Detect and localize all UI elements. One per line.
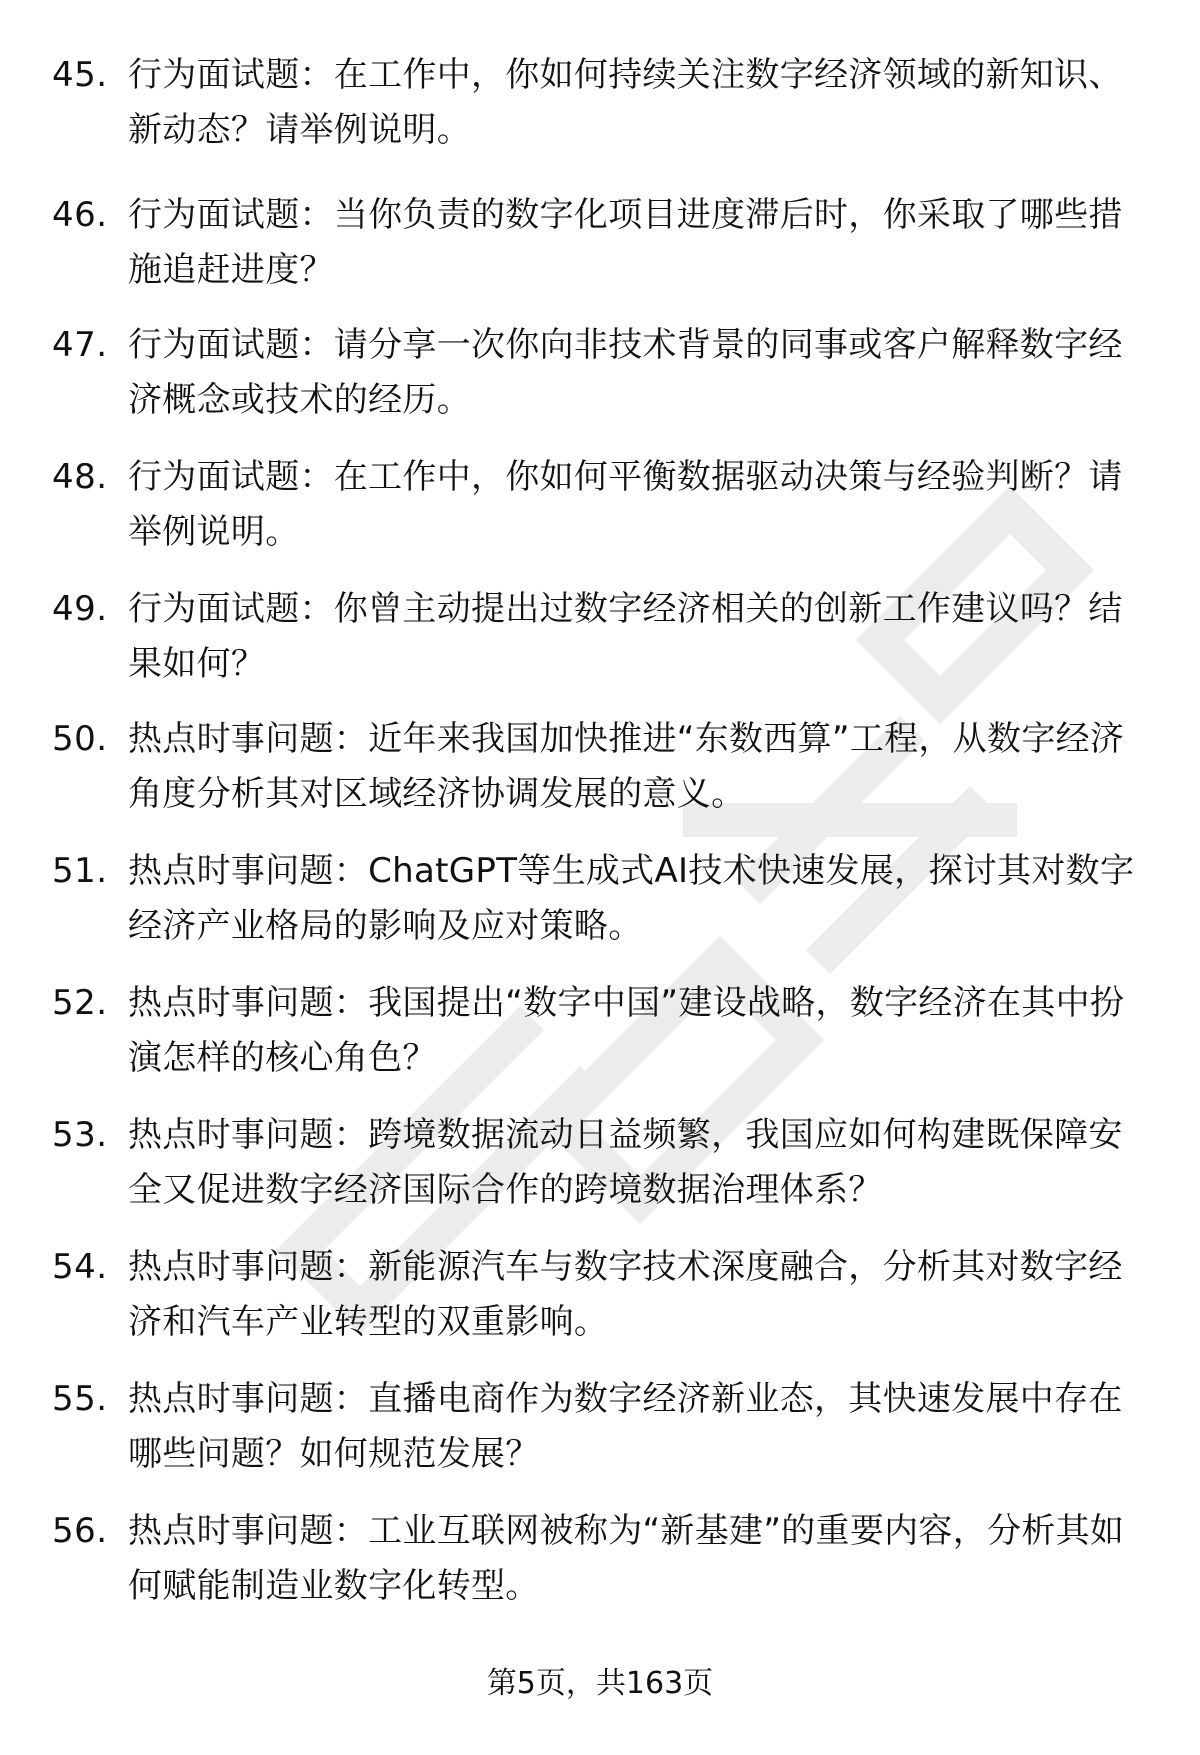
question-text: 行为面试题：请分享一次你向非技术背景的同事或客户解释数字经济概念或技术的经历。 (128, 325, 1123, 420)
question-number: 46. (52, 195, 108, 235)
question-number: 47. (52, 325, 108, 365)
question-number: 50. (52, 719, 108, 759)
question-number: 53. (52, 1115, 108, 1155)
question-text: 热点时事问题：我国提出“数字中国”建设战略，数字经济在其中扮演怎样的核心角色？ (128, 983, 1125, 1078)
question-text: 热点时事问题：直播电商作为数字经济新业态，其快速发展中存在哪些问题？如何规范发展？ (128, 1379, 1123, 1474)
question-text: 行为面试题：你曾主动提出过数字经济相关的创新工作建议吗？结果如何？ (128, 589, 1123, 684)
question-number: 45. (52, 55, 108, 95)
question-number: 54. (52, 1247, 108, 1287)
question-text: 行为面试题：在工作中，你如何平衡数据驱动决策与经验判断？请举例说明。 (128, 457, 1123, 552)
question-text: 热点时事问题：新能源汽车与数字技术深度融合，分析其对数字经济和汽车产业转型的双重影响。 (128, 1247, 1123, 1342)
question-number: 48. (52, 457, 108, 497)
question-text: 热点时事问题：工业互联网被称为“新基建”的重要内容，分析其如何赋能制造业数字化转型。 (128, 1511, 1125, 1606)
question-number: 55. (52, 1379, 108, 1419)
question-text: 热点时事问题：跨境数据流动日益频繁，我国应如何构建既保障安全又促进数字经济国际合作的跨境数据治理体系？ (128, 1115, 1123, 1210)
question-number: 51. (52, 851, 108, 891)
question-text: 行为面试题：当你负责的数字化项目进度滞后时，你采取了哪些措施追赶进度？ (128, 195, 1123, 290)
question-text: 热点时事问题：ChatGPT等生成式AI技术快速发展，探讨其对数字经济产业格局的影响及应对策略。 (128, 851, 1135, 946)
question-text: 行为面试题：在工作中，你如何持续关注数字经济领域的新知识、新动态？请举例说明。 (128, 55, 1123, 150)
question-number: 52. (52, 983, 108, 1023)
page-number-footer: 第5页，共163页 (486, 1666, 714, 1701)
question-number: 56. (52, 1511, 108, 1551)
question-text: 热点时事问题：近年来我国加快推进“东数西算”工程，从数字经济角度分析其对区域经济协调发展的意义。 (128, 719, 1125, 814)
question-number: 49. (52, 589, 108, 629)
